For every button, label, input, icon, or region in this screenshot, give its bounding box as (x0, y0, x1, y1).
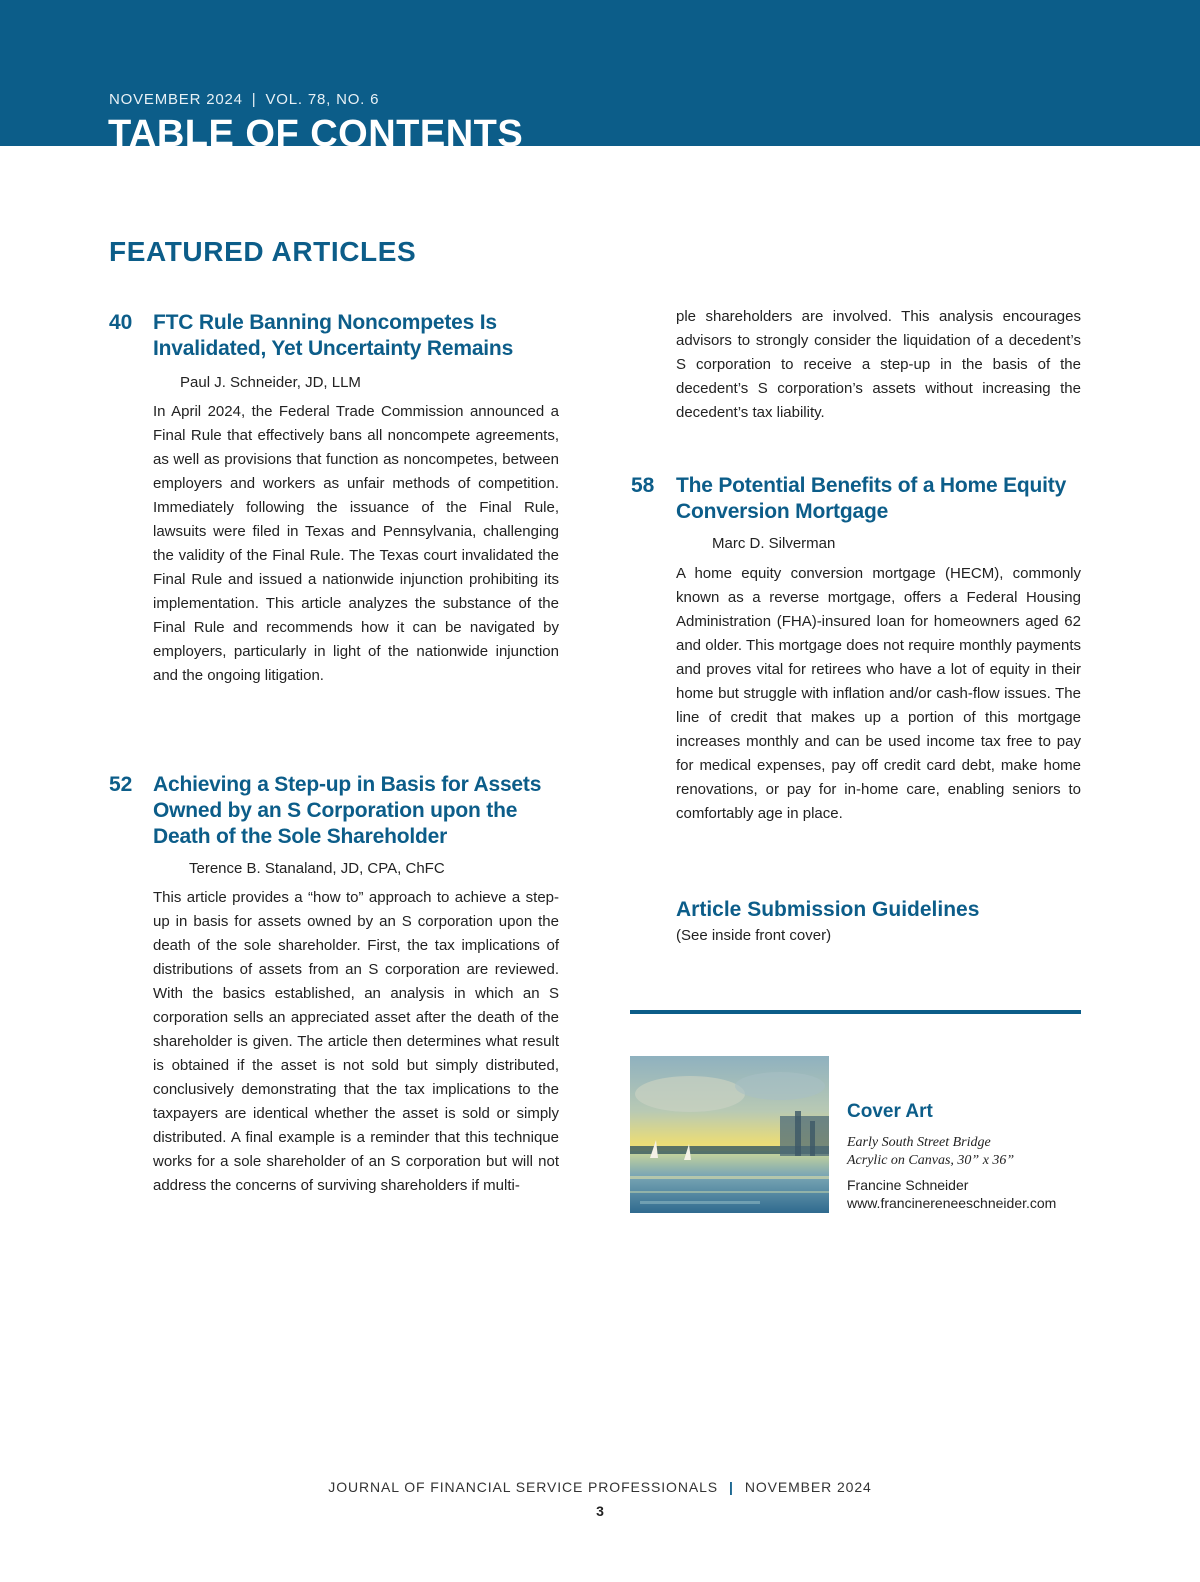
cover-art-medium: Acrylic on Canvas, 30” x 36” (847, 1153, 1015, 1168)
article-page-number: 58 (631, 474, 655, 497)
article-40 (109, 310, 569, 720)
article-abstract: In April 2024, the Federal Trade Commission announced a Final Rule that effectively bans all noncompete agreements, as well as provisions that function as noncompetes, between employers and workers as unfair methods of competition. Immediately following the issuance of the Final Rule, lawsuits were filed in Texas and Pennsylvania, challenging the validity of the Final Rule. The Texas court invalidated the Final Rule and issued a nationwide injunction prohibiting its implementation. This article analyzes the substance of the Final Rule and recommends how it can be navigated by employers, particularly in light of the nationwide injunction and the ongoing litigation. (153, 403, 559, 684)
article-page-number: 52 (109, 773, 133, 796)
page-footer (0, 1479, 1200, 1495)
section-title: FEATURED ARTICLES (109, 236, 417, 267)
cover-art-work-title: Early South Street Bridge (847, 1135, 991, 1150)
submission-guidelines-note: (See inside front cover) (676, 927, 832, 944)
cover-art-painting (630, 1056, 829, 1213)
section-divider (630, 1010, 1081, 1014)
page-title: TABLE OF CONTENTS (108, 113, 524, 146)
article-abstract: A home equity conversion mortgage (HECM), commonly known as a reverse mortgage, offers a Federal Housing Administration (FHA)-insured loan for homeowners aged 62 and older. This mortgage does not require monthly payments and proves vital for retirees who have a lot of equity in their home but struggle with inflation and/or cash-flow issues. The line of credit that makes up a portion of this mortgage increases monthly and can be used income tax free to pay for medical expenses, pay off credit card debt, make home renovations, or pay for in-home care, enabling seniors to comfortably age in place. (676, 565, 1081, 822)
header-band (0, 0, 1200, 146)
article-page-number: 40 (109, 311, 133, 334)
article-author: Marc D. Silverman (712, 535, 836, 552)
cover-art-artist: Francine Schneider (847, 1177, 969, 1193)
issue-line (109, 91, 379, 108)
article-58 (631, 473, 1091, 853)
issue-date: NOVEMBER 2024 (109, 91, 243, 108)
footer-journal: JOURNAL OF FINANCIAL SERVICE PROFESSIONALS (328, 1479, 718, 1495)
cover-art-heading: Cover Art (847, 1101, 933, 1122)
cover-art-work (847, 1134, 1014, 1170)
article-52 (109, 772, 569, 1232)
cover-art-website-link[interactable]: www.francinereneeschneider.com (847, 1195, 1057, 1211)
issue-separator: | (251, 91, 257, 108)
footer-separator: | (729, 1479, 734, 1495)
article-title[interactable]: The Potential Benefits of a Home Equity Conversion Mortgage (676, 474, 1067, 523)
issue-volume: VOL. 78, NO. 6 (265, 91, 380, 108)
article-abstract-continued: ple shareholders are involved. This analysis encourages advisors to strongly consider the liquidation of a decedent’s S corporation to receive a step-up in the basis of the decedent’s S corporation’s assets without increasing the decedent’s tax liability. (676, 308, 1081, 421)
page-number: 3 (596, 1503, 604, 1519)
article-title[interactable]: FTC Rule Banning Noncompetes Is Invalidated, Yet Uncertainty Remains (153, 311, 514, 360)
article-title[interactable]: Achieving a Step-up in Basis for Assets Owned by an S Corporation upon the Death of the Sole Shareholder (153, 773, 542, 848)
submission-guidelines-link[interactable]: Article Submission Guidelines (676, 898, 980, 921)
article-abstract: This article provides a “how to” approach to achieve a step-up in basis for assets owned by an S corporation upon the death of the sole shareholder. First, the tax implications of distributions of assets from an S corporation are reviewed. With the basics established, an analysis in which an S corporation sells an appreciated asset after the death of the shareholder is given. The article then determines what result is obtained if the asset is not sold but simply distributed, conclusively demonstrating that the tax implications to the taxpayers are identical whether the asset is sold or simply distributed. A final example is a reminder that this technique works for a sole shareholder of an S corporation but will not address the concerns of surviving shareholders if multi- (153, 889, 559, 1194)
footer-date: NOVEMBER 2024 (744, 1479, 872, 1495)
article-author: Paul J. Schneider, JD, LLM (180, 374, 361, 391)
article-author: Terence B. Stanaland, JD, CPA, ChFC (189, 860, 445, 877)
